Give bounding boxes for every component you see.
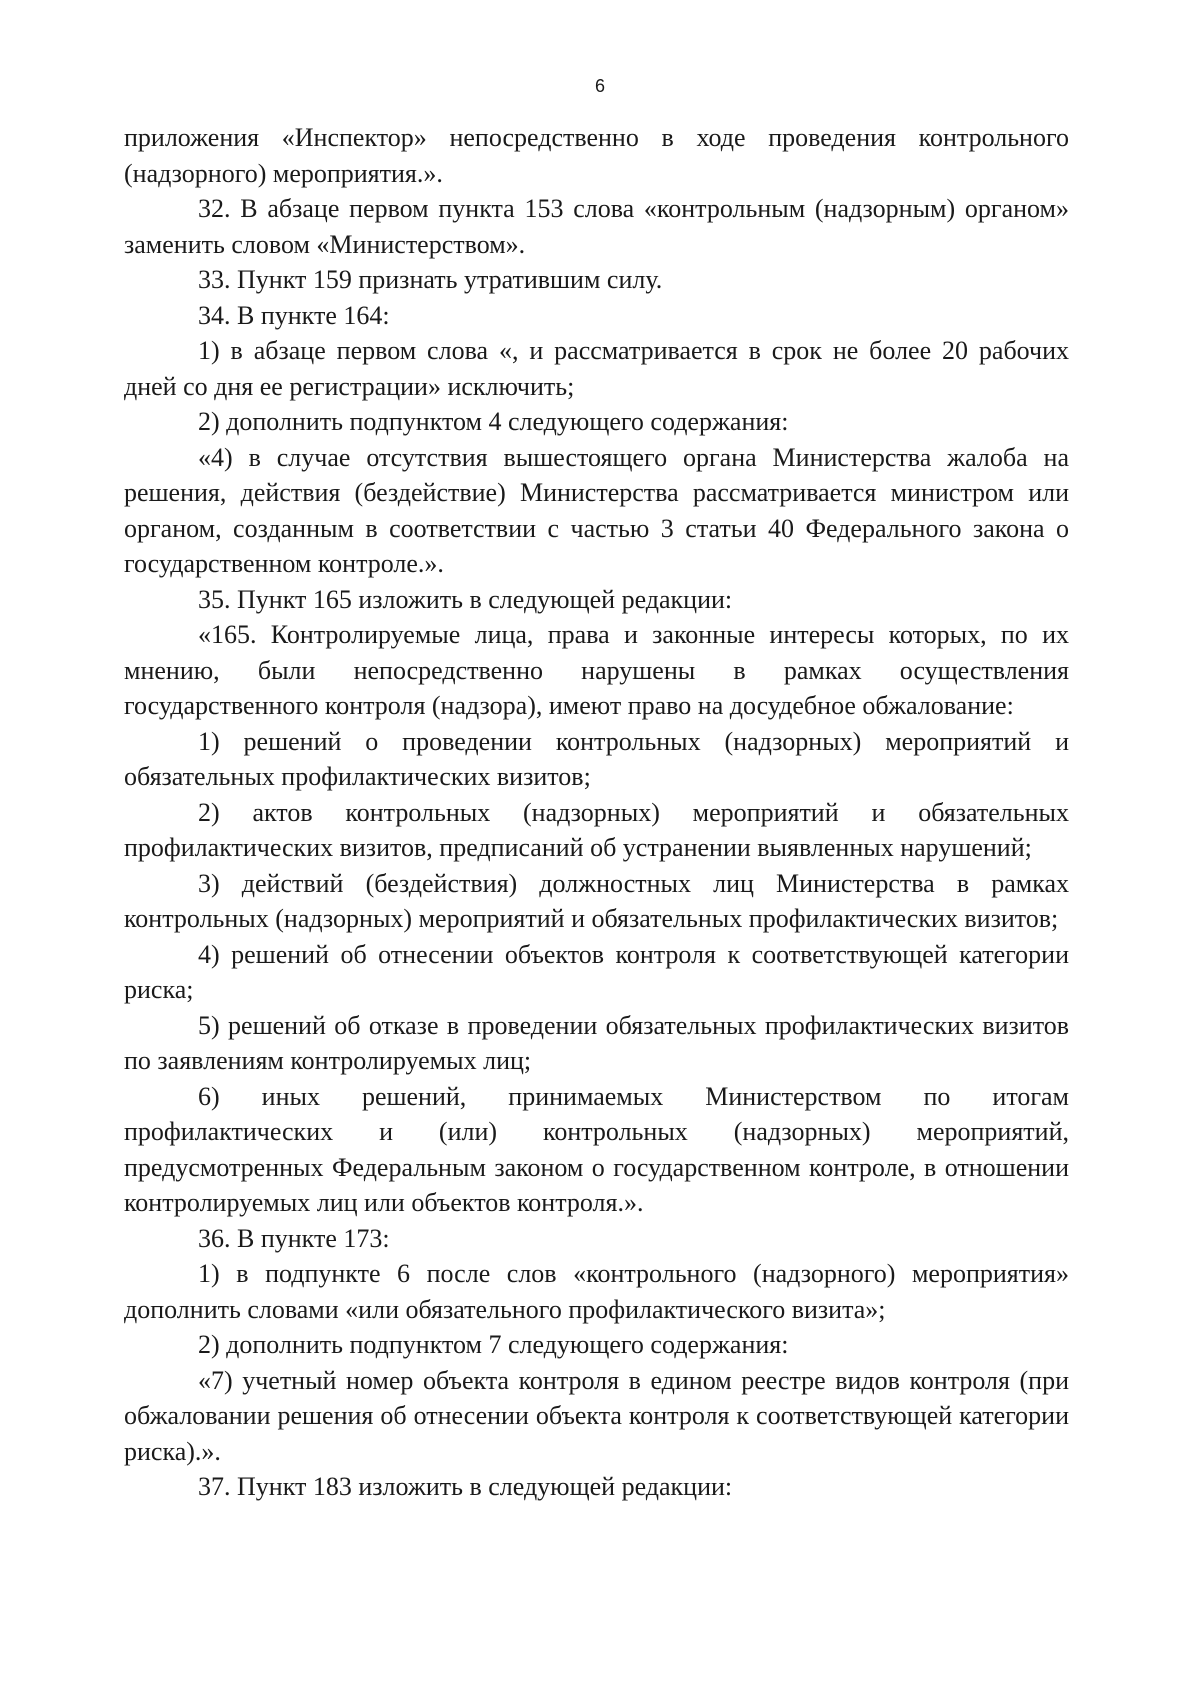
paragraph: 37. Пункт 183 изложить в следующей редакции: <box>198 1472 733 1501</box>
paragraph: 2) дополнить подпунктом 4 следующего содержания: <box>198 407 789 436</box>
paragraph: 1) в абзаце первом слова «, и рассматривается в срок не более 20 рабочих дней со дня ее регистрации» исключить; <box>124 336 1069 401</box>
paragraph: 6) иных решений, принимаемых Министерством по итогам профилактических и (или) контрольных (надзорных) мероприятий, предусмотренных Федеральным законом о государственном контроле, в отношении контролируемых лиц или объектов контроля.». <box>124 1081 1069 1217</box>
paragraph: «4) в случае отсутствия вышестоящего органа Министерства жалоба на решения, действия (бездействие) Министерства рассматривается министром или органом, созданным в соответствии с частью 3 статьи 40 Федерального закона о государственном контроле.». <box>124 442 1069 578</box>
paragraph: 5) решений об отказе в проведении обязательных профилактических визитов по заявлениям контролируемых лиц; <box>124 1010 1069 1075</box>
paragraph: «7) учетный номер объекта контроля в едином реестре видов контроля (при обжаловании решения об отнесении объекта контроля к соответствующей категории риска).». <box>124 1365 1069 1466</box>
paragraph: 3) действий (бездействия) должностных лиц Министерства в рамках контрольных (надзорных) мероприятий и обязательных профилактических визитов; <box>124 868 1069 933</box>
paragraph: 32. В абзаце первом пункта 153 слова «контрольным (надзорным) органом» заменить словом «Министерством». <box>124 194 1069 259</box>
paragraph: 1) решений о проведении контрольных (надзорных) мероприятий и обязательных профилактических визитов; <box>124 726 1069 791</box>
paragraph: 33. Пункт 159 признать утратившим силу. <box>198 265 663 294</box>
paragraph: 4) решений об отнесении объектов контроля к соответствующей категории риска; <box>124 939 1069 1004</box>
paragraph: 34. В пункте 164: <box>198 300 390 330</box>
paragraph: 35. Пункт 165 изложить в следующей редакции: <box>198 584 733 614</box>
paragraph: 36. В пункте 173: <box>198 1223 390 1253</box>
document-body <box>124 120 1069 1505</box>
page-number: 6 <box>594 76 605 96</box>
paragraph: 2) дополнить подпунктом 7 следующего содержания: <box>198 1330 789 1359</box>
paragraph: 2) актов контрольных (надзорных) мероприятий и обязательных профилактических визитов, предписаний об устранении выявленных нарушений; <box>124 797 1069 862</box>
paragraph: «165. Контролируемые лица, права и законные интересы которых, по их мнению, были непосредственно нарушены в рамках осуществления государственного контроля (надзора), имеют право на досудебное обжалование: <box>124 620 1069 720</box>
paragraph: приложения «Инспектор» непосредственно в ходе проведения контрольного (надзорного) мероприятия.». <box>124 123 1069 188</box>
paragraph: 1) в подпункте 6 после слов «контрольного (надзорного) мероприятия» дополнить словами «или обязательного профилактического визита»; <box>124 1259 1069 1324</box>
